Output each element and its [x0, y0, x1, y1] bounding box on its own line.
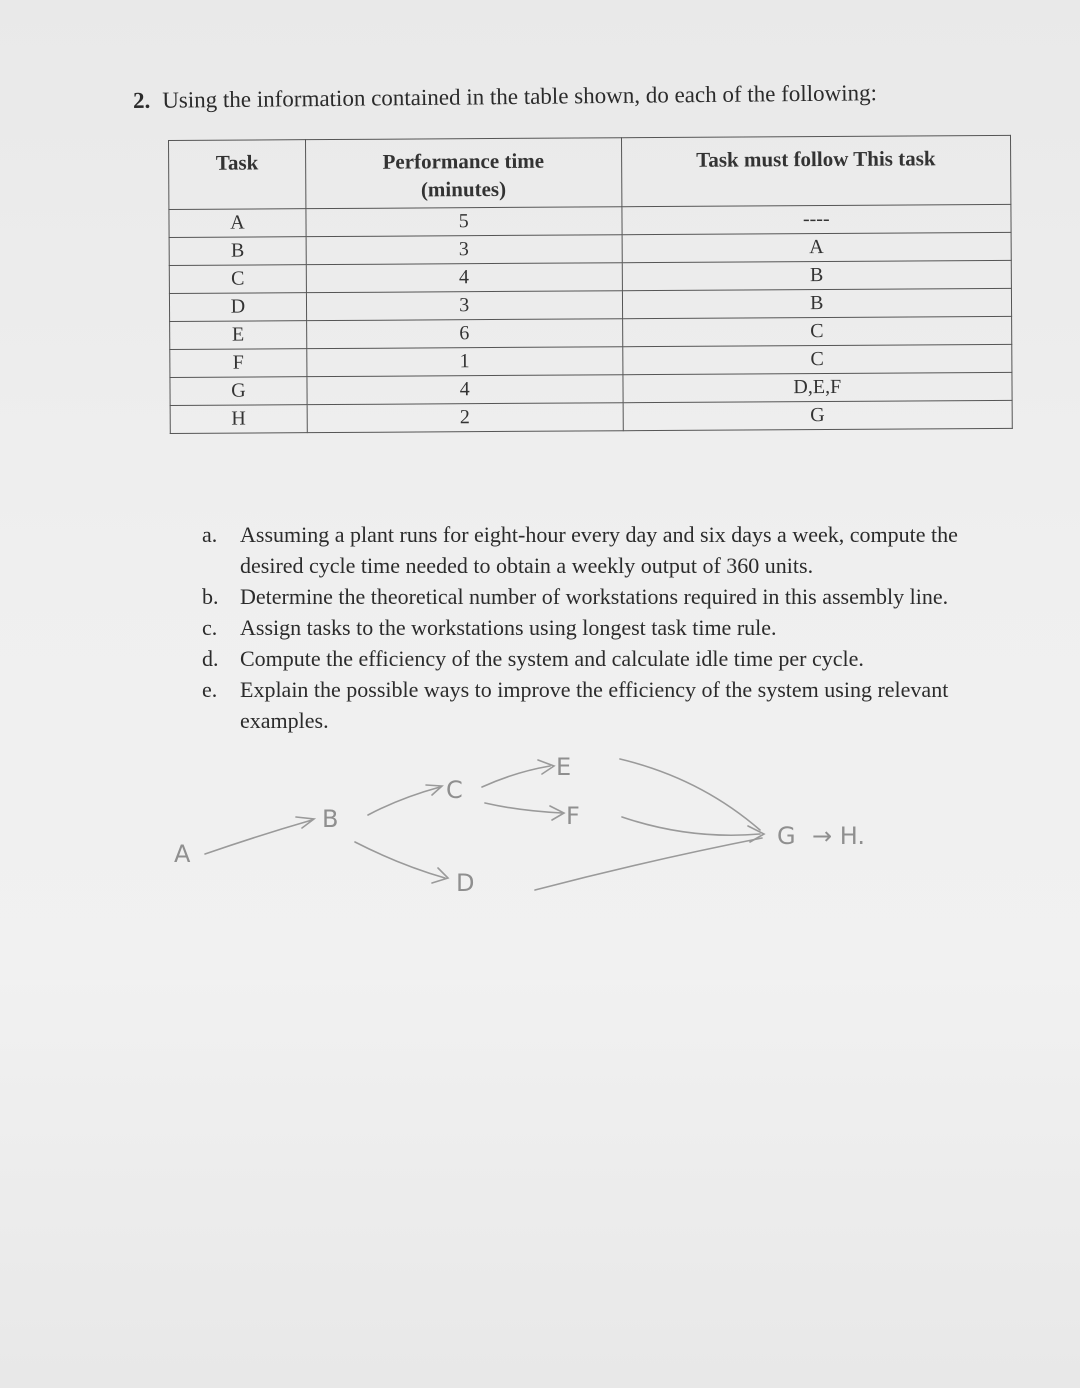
cell-predecessor: B: [622, 288, 1012, 318]
sub-question: [202, 643, 1014, 674]
sub-question-text: Explain the possible ways to improve the efficiency of the system using relevant examples.: [240, 677, 949, 733]
cell-task: B: [169, 237, 306, 266]
sketch-arrow-b-d: [355, 842, 448, 883]
header-predecessor: Task must follow This task: [621, 135, 1011, 206]
cell-task: H: [170, 405, 307, 434]
sub-question-text: Compute the efficiency of the system and calculate idle time per cycle.: [240, 646, 864, 671]
cell-predecessor: A: [622, 232, 1012, 262]
sub-question: [202, 581, 1014, 612]
sketch-node-g: G: [777, 822, 796, 850]
table-header-row: [169, 135, 1011, 209]
sketch-arrow-f-g: [622, 817, 760, 835]
sub-question-text: Assign tasks to the workstations using longest task time rule.: [240, 615, 777, 640]
handwritten-precedence-diagram: [0, 740, 1080, 920]
cell-task: F: [170, 349, 307, 378]
sketch-node-c: C: [446, 776, 463, 804]
sub-questions: [202, 519, 1014, 736]
sub-question: [202, 612, 1014, 643]
question-heading: [133, 79, 1033, 114]
cell-task: D: [169, 293, 306, 322]
sub-question-label: d.: [202, 646, 219, 671]
cell-task: G: [170, 377, 307, 406]
cell-task: A: [169, 209, 306, 238]
sub-question-label: a.: [202, 522, 218, 547]
sketch-arrow-a-b: [205, 817, 314, 854]
sub-question-text: Assuming a plant runs for eight-hour every day and six days a week, compute the desired cycle time needed to obtain a weekly output of 360 units.: [240, 522, 958, 578]
sketch-node-f: F: [566, 802, 580, 830]
precedence-table: [168, 135, 1013, 434]
cell-predecessor: G: [623, 400, 1013, 430]
sketch-node-d: D: [456, 869, 475, 897]
cell-predecessor: ----: [621, 204, 1011, 234]
cell-performance-time: 3: [306, 291, 622, 321]
header-performance-time: Performance time (minutes): [305, 138, 621, 209]
cell-performance-time: 1: [307, 347, 623, 377]
sub-question-text: Determine the theoretical number of workstations required in this assembly line.: [240, 584, 949, 609]
sub-question-label: e.: [202, 677, 218, 702]
sub-question: [202, 674, 1014, 736]
sketch-node-b: B: [322, 805, 339, 833]
sketch-arrow-c-e: [482, 760, 554, 787]
sub-question-label: b.: [202, 584, 219, 609]
cell-performance-time: 4: [307, 375, 623, 405]
table-body: [169, 204, 1012, 433]
question-number: 2.: [132, 87, 151, 113]
cell-predecessor: D,E,F: [622, 372, 1012, 402]
sketch-arrow-c-f: [485, 803, 564, 820]
cell-performance-time: 3: [306, 235, 622, 265]
sub-question: [202, 519, 1014, 581]
sketch-arrow-e-g: [620, 759, 760, 830]
sketch-node-e: E: [556, 753, 572, 781]
sketch-arrow-d-g: [535, 838, 762, 890]
sketch-arrow-b-c: [368, 785, 442, 815]
cell-predecessor: C: [622, 316, 1012, 346]
cell-task: C: [169, 265, 306, 294]
cell-performance-time: 2: [307, 403, 623, 433]
cell-task: E: [170, 321, 307, 350]
cell-performance-time: 5: [306, 207, 622, 237]
table-row: [170, 400, 1012, 433]
question-text: Using the information contained in the table shown, do each of the following:: [162, 80, 878, 113]
header-task: Task: [169, 140, 306, 210]
cell-performance-time: 4: [306, 263, 622, 293]
sketch-node-a: A: [174, 840, 191, 868]
cell-predecessor: B: [622, 260, 1012, 290]
cell-performance-time: 6: [306, 319, 622, 349]
cell-predecessor: C: [622, 344, 1012, 374]
sub-question-label: c.: [202, 615, 218, 640]
sketch-tail-h: → H.: [812, 822, 865, 850]
